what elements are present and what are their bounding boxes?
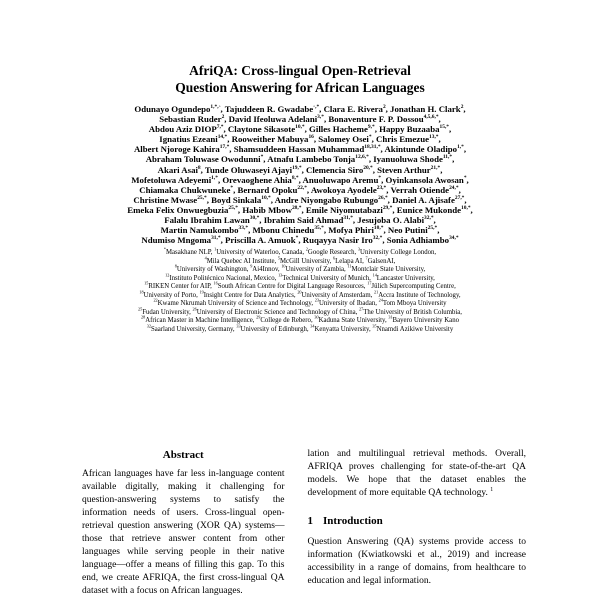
abstract-heading: Abstract [162,449,204,462]
abstract-text: African languages have far less in-language content available digitally, making it challenging for question-answering systems to satisfy the information needs of users. Cross-lingual open-retrieval question answering (XOR QA) systems—those that retrieve answer content from other languages while serving people in their native language—offer a means of filling this gap. To this end, we create AFRIQA, the first cross-lingual QA dataset with a focus on African languages. [82,469,285,597]
affiliation-line: $^{12}$Instituto Politécnico Nacional, Mexico, $^{13}$Technical University of Munich, $^{14}$Lancaster University, [165,272,435,282]
paper-title-line2: Question Answering for African Languages [175,80,425,95]
paper-title [74,62,526,96]
author-line: Abdou Aziz $DIOP^{7,*}$, Claytone Sikasote$^{10,*}$, Gilles Hacheme$^{9,*}$, Happy Buzaaba$^{15,*}$, [148,124,452,135]
affiliation-line: $^{28}$African Master in Machine Intelligence, $^{29}$College de Rebero, $^{30}$Kaduna State University, $^{31}$Bayero University Kano [140,315,459,325]
affiliation-line: $^4$Mila Quebec AI Institute, $^5$McGill University, $^6$Lelapa AI, $^7$GalsenAI, [204,255,396,265]
paper-title-line1: AfriQA: Cross-lingual Open-Retrieval [189,63,411,78]
authors-block [74,104,526,245]
section-number: 1 [307,515,313,528]
paper-content [74,0,526,598]
two-column-body [74,448,526,598]
author-line: Emeka Felix Onwuegbuzia$^{25,*}$, Habib Mbow$^{28,*}$, Emile Niyomutabazi$^{29,*}$, Eunice Mukonde$^{10,*}$, [127,204,473,215]
introduction-text: Question Answering (QA) systems provide access to information (Kwiatkowski et al., 2019) and increase accessibility in a range of domains, from healthcare to education and legal information. [307,537,526,587]
author-line: Ignatius Ezeani$^{14,*}$, Rooweither Mabuya$^{16}$, Salomey Osei*, Chris Emezue$^{13,*}$, [159,134,441,145]
author-line: Chiamaka Chukwuneke*, Bernard Opoku$^{22,*}$, Awokoya Ayodele$^{23,*}$, Verrah Otiende$^{24,*}$, [139,184,461,195]
affiliation-line: $^{32}$Saarland University, Germany, $^{33}$University of Edinburgh, $^{34}$Kenyatta University, $^{35}$Nnamdi Azikiwe University [146,323,454,333]
section-heading-introduction [308,514,527,528]
author-line: Ndumiso Mngoma$^{31,*}$, Priscilla A. Amuok*, Ruqayya Nasir Iro$^{32,*}$, Sonia Adhiambo$^{34,*}$ [141,235,459,246]
affiliation-line: *Masakhane NLP, $^1$University of Waterloo, Canada, $^2$Google Research, $^3$University College London, [163,247,437,257]
affiliation-line: $^{15}$RIKEN Center for AIP, $^{16}$South African Centre for Digital Language Resources, $^{17}$Jülich Supercomputing Centre, [144,281,456,291]
affiliation-line: $^{25}$Fudan University, $^{26}$University of Electronic Science and Technology of China, $^{27}$The University of British Columbia, [138,306,462,316]
author-line: Sebastian Ruder$^2$, David Ifeoluwa Adelani$^{3,*}$, Bonaventure F. P. Dossou$^{4,5,6,*}$, [159,114,441,125]
author-line: Mofetoluwa Adeyemi$^{1,*}$, Orevaoghene Ahia$^{8,*}$, Anuoluwapo Aremu*, Oyinkansola Awosan*, [131,174,469,185]
author-line: Odunayo Ogundepo$^{1,*,◦}$, Tajuddeen R. Gwadabe◦,*, Clara E. Rivera$^2$, Jonathan H. Clark$^2$, [134,104,466,114]
affiliation-line: $^{22}$Kwame Nkrumah University of Science and Technology, $^{23}$University of Ibadan, $^{24}$Tom Mboya University [153,298,447,308]
author-line: Abraham Toluwase Owodunni*, Atnafu Lambebo Tonja$^{12,6,*}$, Iyanuoluwa Shode$^{11,*}$, [145,154,455,165]
abstract-continuation-text: lation and multilingual retrieval methods. Overall, AFRIQA proves challenging for state-of-the-art QA models. We hope that the dataset enables the development of more equitable QA technology. $^1$ [307,449,526,499]
author-line: Akari Asai$^8$, Tunde Oluwaseyi Ajayi$^{19,*}$, Clemencia Siro$^{20,*}$, Steven Arthur$^{21,*}$, [157,164,443,175]
column-right [308,448,527,598]
author-line: Christine Mwase$^{25,*}$, Boyd Sinkala$^{10,*}$, Andre Niyongabo Rubungo$^{26,*}$, Daniel A. Ajisafe$^{27,*}$, [133,194,467,205]
affiliations-block [74,249,526,334]
author-line: Falalu Ibrahim Lawan$^{30,*}$, Ibrahim Said Ahmad$^{31,*}$, Jesujoba O. Alabi$^{32,*}$, [164,215,436,226]
author-line: Albert Njoroge Kahira$^{17,*}$, Shamsuddeen Hassan Muhammad$^{18,31,*}$, Akintunde Oladipo$^{1,*}$, [133,144,467,155]
column-left [74,448,293,598]
affiliation-line: $^{18}$University of Porto, $^{19}$Insight Centre for Data Analytics, $^{20}$University of Amsterdam, $^{21}$Accra Institute of Technology, [139,289,461,299]
affiliation-line: $^8$University of Washington, $^9$Ai4Innov, $^{10}$University of Zambia, $^{11}$Montclair State University, [174,264,426,274]
section-title: Introduction [323,515,383,528]
author-line: Martin Namukombo$^{33,*}$, Mbonu Chinedu$^{35,*}$, Mofya Phiri$^{10,*}$, Neo Putini$^{25,*}$, [160,225,440,236]
